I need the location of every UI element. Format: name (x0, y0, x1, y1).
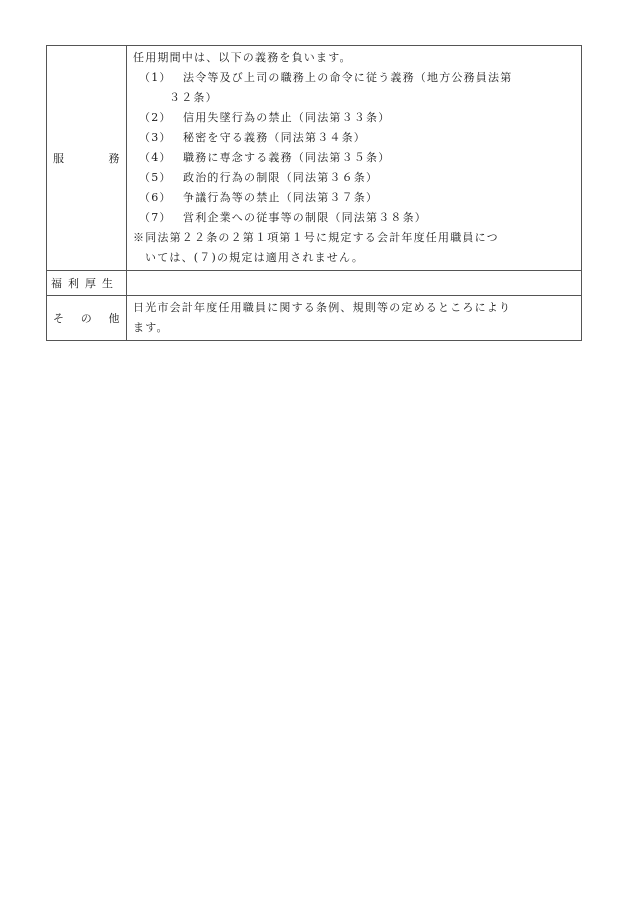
service-item (133, 148, 577, 168)
other-label-char: そ (53, 312, 65, 325)
service-label-char: 服 (53, 152, 65, 165)
row-welfare (47, 271, 582, 296)
item-text: 法令等及び上司の職務上の命令に従う義務（地方公務員法第 (183, 71, 513, 84)
service-item (133, 188, 577, 208)
item-text: 争議行為等の禁止（同法第３７条） (183, 191, 379, 204)
other-text: 日光市会計年度任用職員に関する条例、規則等の定めるところにより (133, 301, 512, 314)
item-text: 秘密を守る義務（同法第３４条） (183, 131, 366, 144)
item-text: 営利企業への従事等の制限（同法第３８条） (183, 211, 427, 224)
service-item (133, 108, 577, 128)
service-label-char: 務 (108, 152, 120, 165)
service-note-continuation: いては、(７)の規定は適用されません。 (145, 251, 365, 264)
other-label-char: の (80, 312, 93, 325)
item-text: 職務に専念する義務（同法第３５条） (183, 151, 391, 164)
employment-conditions-table (46, 45, 582, 341)
welfare-content-cell (127, 271, 582, 296)
service-intro: 任用期間中は、以下の義務を負います。 (133, 51, 352, 64)
item-number: （1） (139, 71, 172, 84)
item-number: （2） (139, 111, 172, 124)
welfare-label: 福利厚生 (51, 277, 119, 290)
other-label-char: 他 (108, 312, 120, 325)
item-number: （6） (139, 191, 172, 204)
other-label-cell (47, 296, 127, 341)
other-text-continuation: ます。 (133, 321, 169, 334)
welfare-label-cell (47, 271, 127, 296)
item-number: （5） (139, 171, 172, 184)
service-label-cell (47, 46, 127, 271)
item-text: 信用失墜行為の禁止（同法第３３条） (183, 111, 391, 124)
row-service (47, 46, 582, 271)
row-other (47, 296, 582, 341)
item-number: （7） (139, 211, 172, 224)
other-content-cell (127, 296, 582, 341)
item-number: （3） (139, 131, 172, 144)
service-item (133, 128, 577, 148)
service-item (133, 168, 577, 188)
item-number: （4） (139, 151, 172, 164)
service-note: ※同法第２２条の２第１項第１号に規定する会計年度任用職員につ (133, 231, 499, 244)
service-content-cell (127, 46, 582, 271)
item-continuation: ３２条） (169, 91, 218, 104)
service-item (133, 208, 577, 228)
service-item (133, 68, 577, 88)
item-text: 政治的行為の制限（同法第３６条） (183, 171, 379, 184)
